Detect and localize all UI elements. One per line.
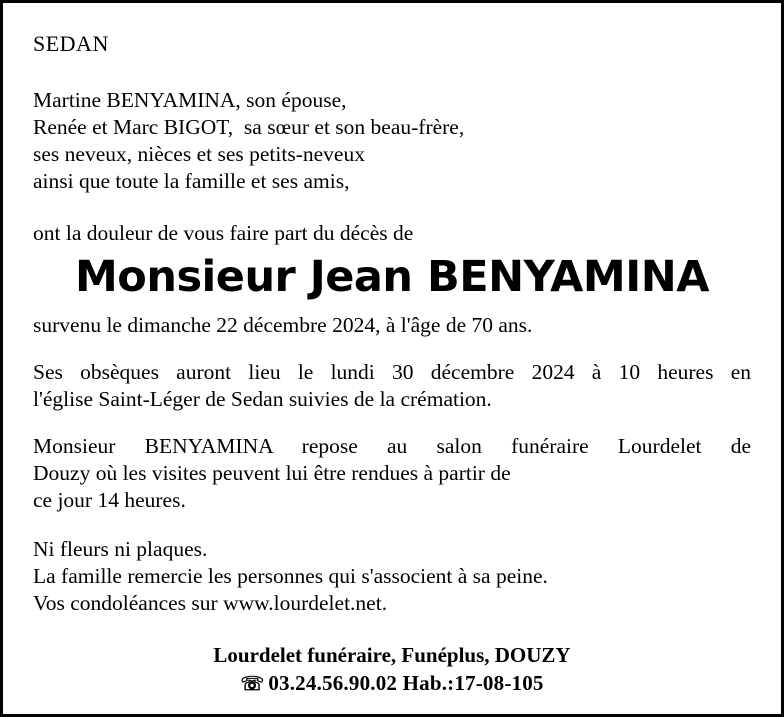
deceased-name: Monsieur Jean BENYAMINA [75,252,709,302]
repose-paragraph-line: Monsieur BENYAMINA repose au salon funéraire Lourdelet de [33,434,751,458]
footer-block [33,641,751,699]
closing-line: La famille remercie les personnes qui s'associent à sa peine. [33,564,548,588]
family-line: Renée et Marc BIGOT, sa sœur et son beau-frère, [33,115,465,139]
repose-paragraph-line: Douzy où les visites peuvent lui être rendues à partir de [33,461,511,485]
closing-line-website: Vos condoléances sur www.lourdelet.net. [33,591,388,615]
family-line: ses neveux, nièces et ses petits-neveux [33,142,365,166]
announcement-intro: ont la douleur de vous faire part du décès de [33,221,414,245]
family-list [33,87,751,195]
repose-paragraph [33,433,751,514]
phone-icon: ☏ [240,674,265,695]
funeral-company-phone-row [33,669,751,699]
repose-paragraph-line: ce jour 14 heures. [33,488,186,512]
closing-line: Ni fleurs ni plaques. [33,537,208,561]
family-line: Martine BENYAMINA, son épouse, [33,88,347,112]
funeral-paragraph [33,359,751,413]
death-date-line: survenu le dimanche 22 décembre 2024, à l'âge de 70 ans. [33,313,533,337]
funeral-company-name: Lourdelet funéraire, Funéplus, DOUZY [213,643,571,667]
closing-block [33,536,751,617]
family-line: ainsi que toute la famille et ses amis, [33,169,350,193]
city-heading: SEDAN [33,31,109,56]
funeral-paragraph-line: l'église Saint-Léger de Sedan suivies de la crémation. [33,387,492,411]
funeral-company-phone: 03.24.56.90.02 Hab.:17-08-105 [268,671,544,695]
funeral-paragraph-line: Ses obsèques auront lieu le lundi 30 décembre 2024 à 10 heures en [33,360,751,384]
